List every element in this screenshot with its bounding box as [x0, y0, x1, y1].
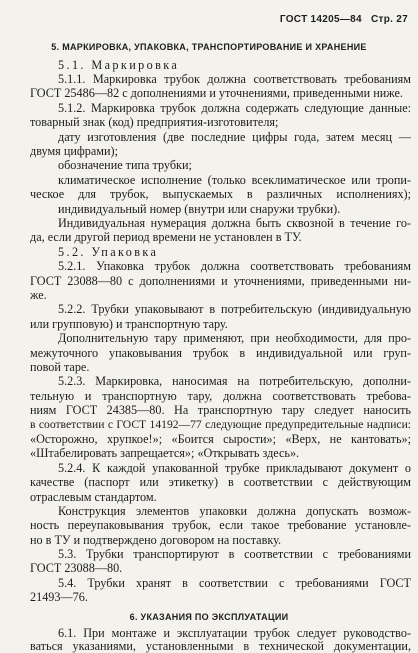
- paragraph-line: 5.1.2. Маркировка трубок должна содержать следующие данные:: [58, 101, 411, 115]
- paragraph-line: ниям ГОСТ 24385—80. На транспортную тару следует наносить: [30, 403, 411, 417]
- paragraph-line: но в ТУ и подтверждено договором на поставку.: [30, 533, 282, 547]
- paragraph-line: 5.4. Трубки хранят в соответствии с требованиями ГОСТ: [58, 576, 411, 590]
- paragraph-line: межуточного упаковывания трубок в индивидуальной или груп-: [30, 346, 411, 360]
- section-6-title: 6. УКАЗАНИЯ ПО ЭКСПЛУАТАЦИИ: [129, 612, 289, 622]
- paragraph-line: качестве (паспорт или этикетку) в соответствии с действующим: [30, 475, 411, 489]
- paragraph-line: 5.3. Трубки транспортируют в соответствии с требованиями: [58, 547, 411, 561]
- paragraph-line: ГОСТ 23088—80.: [30, 561, 123, 575]
- paragraph-line: 5.2.2. Трубки упаковывают в потребительскую (индивидуальную: [58, 302, 411, 316]
- paragraph-line: в соответствии с ГОСТ 14192—77 следующие предупредительные надписи:: [30, 418, 411, 431]
- paragraph-line: «Осторожно, хрупкое!»; «Боится сырости»; «Верх, не кантовать»;: [30, 432, 411, 446]
- paragraph-line: 5.2.1. Упаковка трубок должна соответствовать требованиям: [58, 259, 411, 273]
- standard-number: ГОСТ 14205—84: [279, 14, 362, 25]
- paragraph-line: «Штабелировать запрещается»; «Открывать здесь».: [30, 446, 300, 460]
- paragraph-line: двумя цифрами);: [30, 144, 118, 158]
- page-number: Стр. 27: [370, 14, 408, 25]
- paragraph-line: климатическое исполнение (только всеклиматическое или тропи-: [58, 173, 411, 187]
- paragraph-line: 5.1.1. Маркировка трубок должна соответствовать требованиям: [58, 72, 411, 86]
- paragraph-line: 5.2.3. Маркировка, наносимая на потребительскую, дополни-: [58, 374, 411, 388]
- paragraph-line: да, если другой период времени не установлен в ТУ.: [30, 230, 302, 244]
- paragraph-line: ваться указаниями, установленными в технической документации,: [30, 639, 411, 653]
- paragraph-line: же.: [30, 288, 47, 302]
- paragraph-line: повой таре.: [30, 360, 90, 374]
- paragraph-line: дату изготовления (две последние цифры года, затем месяц —: [58, 130, 411, 144]
- paragraph-line: Конструкция элементов упаковки должна допускать возмож-: [58, 504, 411, 518]
- paragraph-line: 21493—76.: [30, 590, 88, 604]
- paragraph-line: Дополнительную тару применяют, при необходимости, для про-: [58, 331, 411, 345]
- paragraph-line: тельную и транспортную тару, должна соответствовать требова-: [30, 389, 411, 403]
- paragraph-line: Индивидуальная нумерация должна быть сквозной в течение го-: [58, 216, 411, 230]
- page-header: [274, 14, 408, 25]
- paragraph-line: 5.2. Упаковка: [58, 245, 159, 259]
- paragraph-line: обозначение типа трубки;: [58, 158, 192, 172]
- paragraph-line: 6.1. При монтаже и эксплуатации трубок следует руководство-: [58, 626, 411, 640]
- paragraph-line: ность переупаковывания трубок, если такое требование установле-: [30, 518, 411, 532]
- paragraph-line: индивидуальный номер (внутри или снаружи трубки).: [58, 202, 341, 216]
- paragraph-line: ческое для трубок, выпускаемых в различных исполнениях);: [30, 187, 411, 201]
- paragraph-line: товарный знак (код) предприятия-изготовителя;: [30, 115, 279, 129]
- paragraph-line: отраслевым стандартом.: [30, 490, 157, 504]
- paragraph-line: ГОСТ 23088—80 с дополнениями и уточнениями, приведенными ни-: [30, 274, 411, 288]
- paragraph-line: или групповую) и транспортную тару.: [30, 317, 228, 331]
- paragraph-line: ГОСТ 25486—82 с дополнениями и уточнениями, приведенными ниже.: [30, 86, 403, 100]
- paragraph-line: 5.1. Маркировка: [58, 58, 180, 72]
- section-5-title: 5. МАРКИРОВКА, УПАКОВКА, ТРАНСПОРТИРОВАНИЕ И ХРАНЕНИЕ: [51, 42, 367, 52]
- paragraph-line: 5.2.4. К каждой упакованной трубке прикладывают документ о: [58, 461, 411, 475]
